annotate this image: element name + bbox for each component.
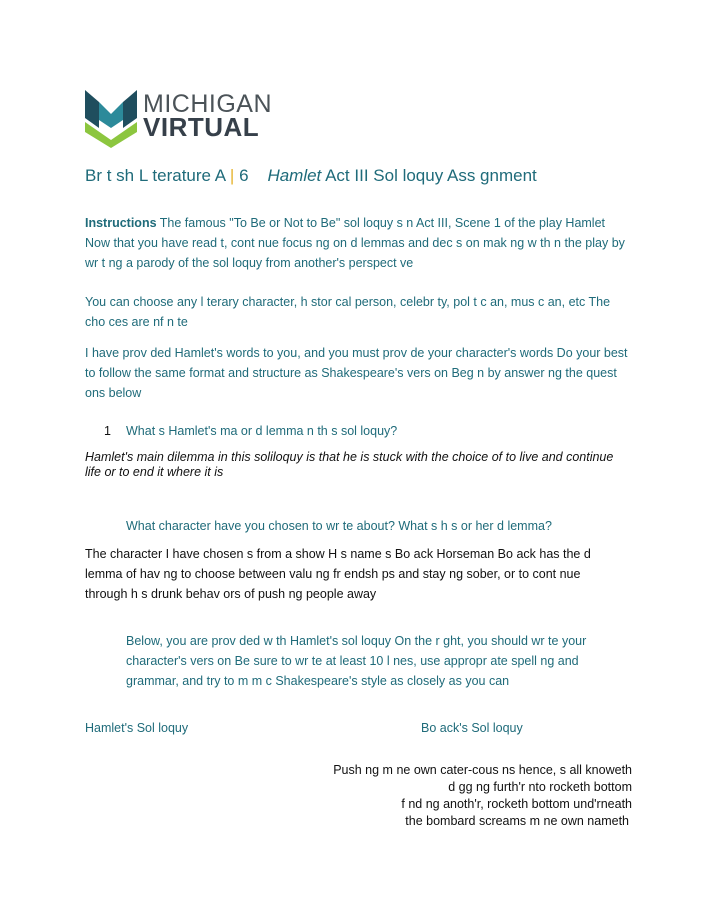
question-2-answer: The character I have chosen s from a show H s name s Bo ack Horseman Bo ack has the d lemma of hav ng to choose between valu ng fr endsh ps and stay ng sober, or to cont nue through h s drunk behav ors of push ng people away (85, 547, 591, 601)
soliloquy-line: f nd ng anoth'r, rocketh bottom und'rneath (401, 797, 632, 811)
instructions-text: The famous "To Be or Not to Be" sol loquy s n Act III, Scene 1 of the play Hamlet Now that you have read t, cont nue focus ng on d lemmas and dec s on mak ng w th n the play by wr t ng a parody of the sol loquy from another's perspect ve (85, 216, 625, 270)
title-divider: | (229, 166, 235, 185)
logo-text-michigan: MICHIGAN (143, 90, 272, 118)
michigan-virtual-logo (83, 84, 272, 150)
soliloquy-line: Push ng m ne own cater-cous ns hence, s all knoweth (333, 763, 632, 777)
logo-text-virtual: VIRTUAL (143, 112, 260, 142)
question-2-prompt: What character have you chosen to wr te about? What s h s or her d lemma? (126, 519, 552, 533)
logo-mark-icon (83, 84, 139, 150)
title-course: Br t sh L terature A (85, 166, 226, 185)
character-column-header: Bo ack's Sol loquy (421, 721, 523, 735)
question-1-prompt: What s Hamlet's ma or d lemma n th s sol loquy? (126, 424, 398, 438)
format-paragraph: I have prov ded Hamlet's words to you, and you must prov de your character's words Do your best to follow the same format and structure as Shakespeare's vers on Beg n by answer ng the quest ons below (85, 346, 628, 400)
hamlet-column-header: Hamlet's Sol loquy (85, 721, 189, 735)
character-soliloquy (300, 762, 632, 830)
instructions-paragraph (85, 213, 630, 273)
soliloquy-instructions: Below, you are prov ded w th Hamlet's sol loquy On the r ght, you should wr te your character's vers on Be sure to wr te at least 10 l nes, use appropr ate spell ng and grammar, and try to m m c Shakespeare's style as closely as you can (126, 634, 587, 688)
title-rest: Act III Sol loquy Ass gnment (325, 166, 537, 185)
question-1-number: 1 (104, 424, 111, 438)
instructions-label: Instructions (85, 216, 157, 230)
title-unit: 6 (239, 166, 249, 185)
question-1-answer: Hamlet's main dilemma in this soliloquy is that he is stuck with the choice of to live and continue life or to end it where it is (85, 450, 614, 479)
page-title (85, 166, 537, 186)
title-work: Hamlet (267, 166, 322, 185)
soliloquy-line: d gg ng furth'r nto rocketh bottom (448, 780, 632, 794)
soliloquy-line: the bombard screams m ne own nameth (405, 814, 629, 828)
choice-paragraph: You can choose any l terary character, h stor cal person, celebr ty, pol t c an, mus c an, etc The cho ces are nf n te (85, 295, 611, 329)
